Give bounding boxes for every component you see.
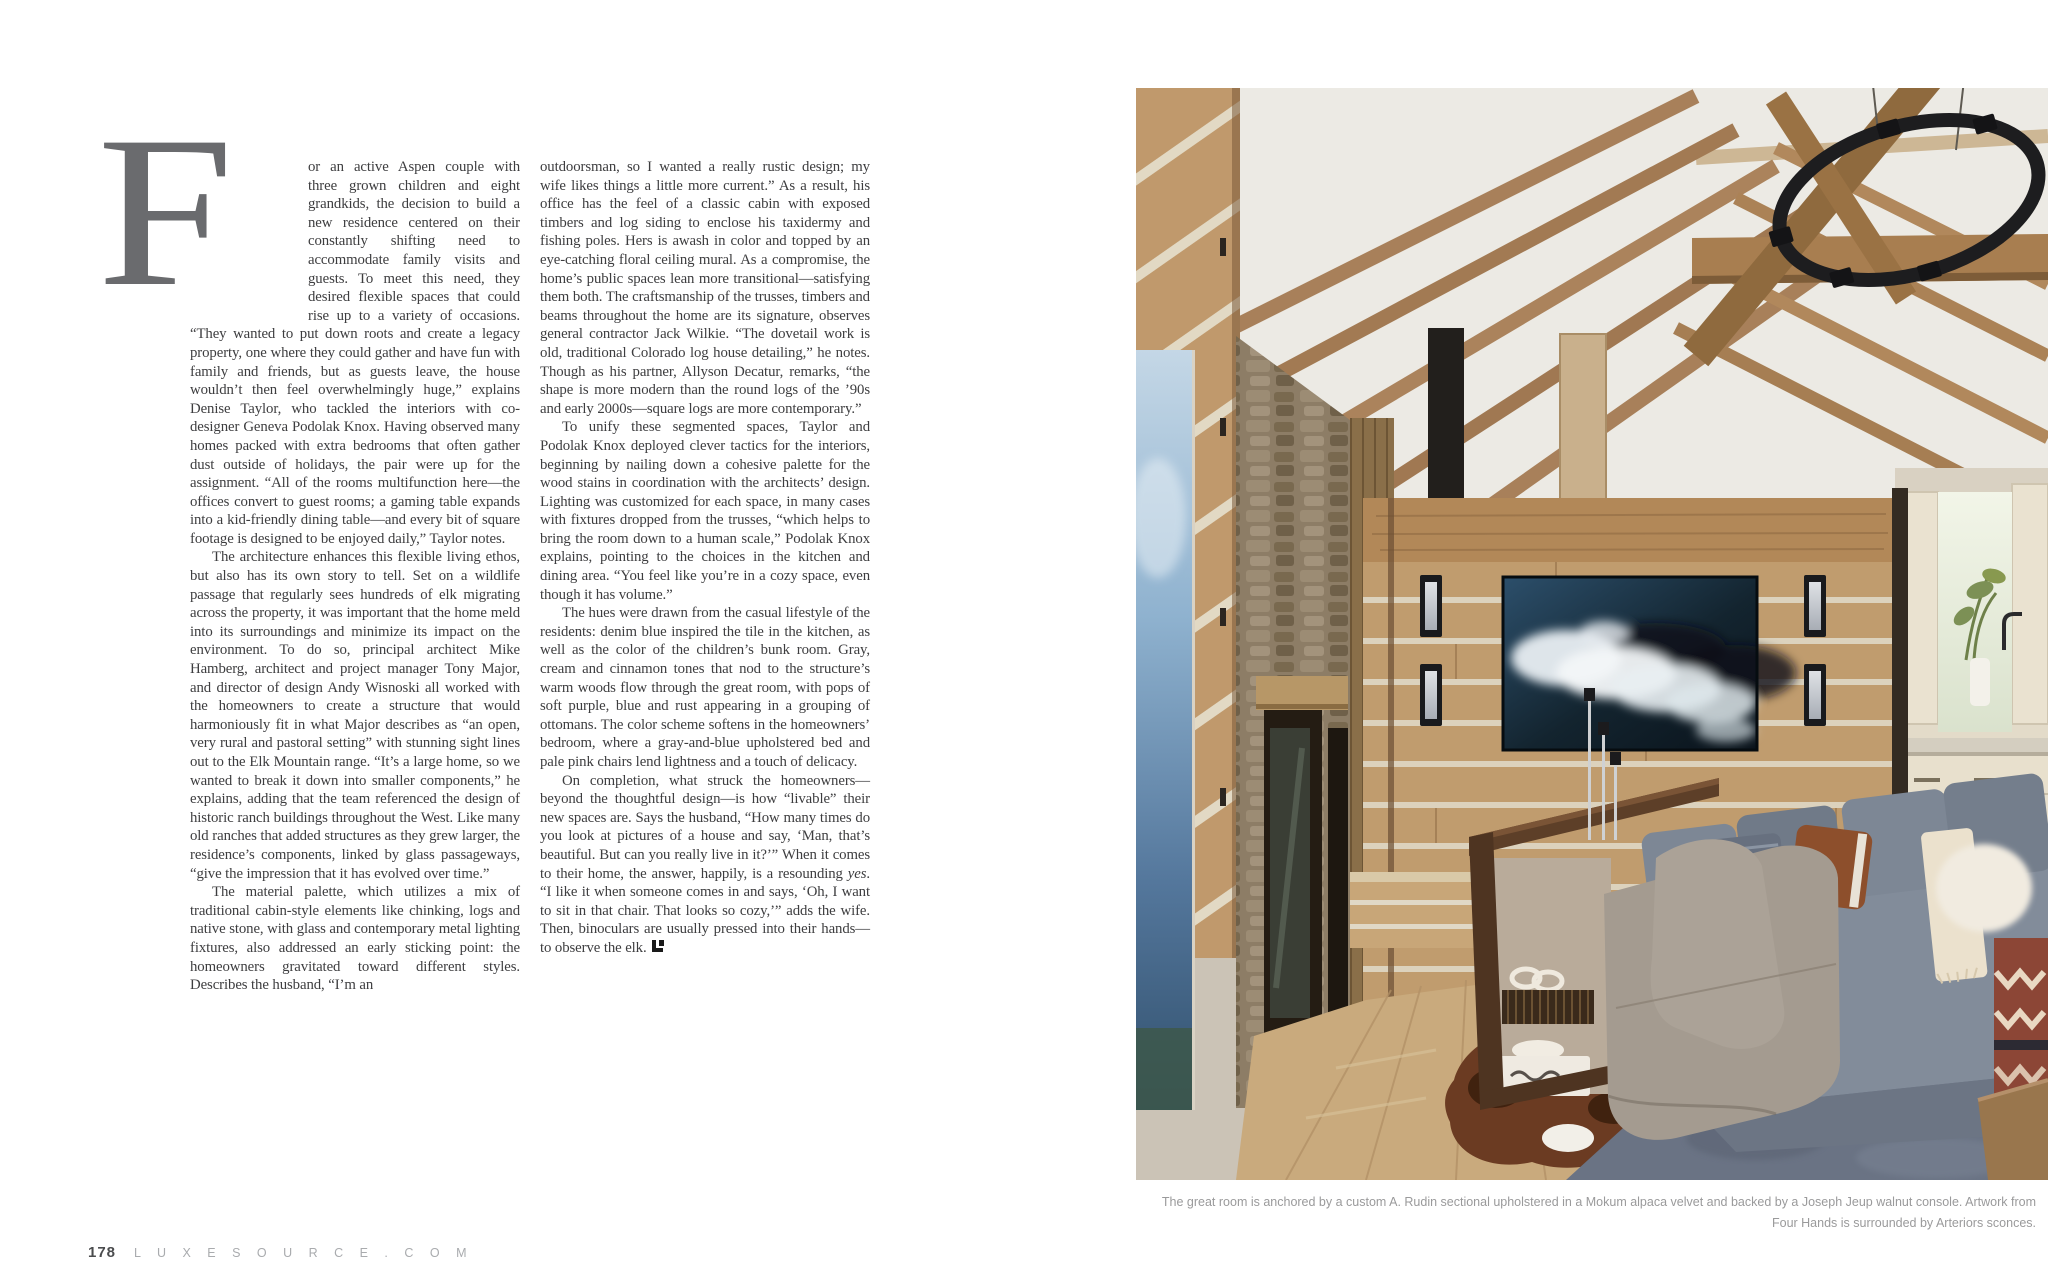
closing-text: On completion, what struck the homeowners—beyond the thoughtful design—is how “livable” their new spaces are. Says the husband, “How many times do you look at pictures of a house and say, ‘Man, that’s beautiful. But can you really live in it?’” When it comes to their home, the answer, happily, is a resounding	[540, 772, 870, 882]
fur-pillow	[1936, 844, 2032, 932]
paragraph: To unify these segmented spaces, Taylor and Podolak Knox deployed clever tactics for the interiors, beginning by nailing down a cohesive palette for the wood stains in coordination with the architects’ design. Lighting was customized for each space, in many cases with fixtures dropped from the trusses, “which helps to bring the room down to a human scale,” Podolak Knox explains, pointing to the choices in the kitchen and dining area. “You feel like you’re in a cozy space, even though it has volume.”	[540, 419, 870, 603]
luxe-end-mark-icon	[652, 940, 663, 952]
paragraph: The hues were drawn from the casual lifestyle of the residents: denim blue inspired the tile in the kitchen, as well as the color of the children’s bunk room. Gray, cream and cinnamon tones that nod to the structure’s warm woods flow through the great room, with pops of soft purple, blue and rust appearing in a grouping of ottomans. The color scheme softens in the homeowners’ bedroom, where a gray-and-blue upholstered bed and pale pink chairs lend lightness and a touch of delicacy.	[540, 605, 870, 770]
drop-cap: F	[97, 92, 234, 331]
stove-pipe	[1428, 328, 1464, 502]
side-table	[1978, 1080, 2048, 1180]
great-room-photo	[1136, 88, 2048, 1180]
wall-sconce	[1420, 575, 1442, 637]
wall-sconce	[1804, 664, 1826, 726]
paragraph: The material palette, which utilizes a mix of traditional cabin-style elements like chinking, logs and native stone, with glass and contemporary metal lighting fixtures, also addressed an early sticking point: the homeowners gravitated toward different styles. Describes the husband, “I’m an	[190, 884, 520, 994]
article-column-2	[540, 158, 870, 958]
footer-site: L U X E S O U R C E . C O M	[134, 1246, 473, 1260]
paragraph-closing	[540, 772, 870, 958]
article-column-1	[190, 158, 520, 995]
paragraph-text: or an active Aspen couple with three grown children and eight grandkids, the decision to build a new residence centered on their constantly shifting need to accommodate family visits and guests. To meet this need, they desired flexible spaces that could rise up to a variety of occasions. “They wanted to put down roots and create a legacy property, one where they could gather and have fun with family and friends, but as guests leave, the house wouldn’t then feel overwhelmingly huge,” explains Denise Taylor, who tackled the interiors with co-designer Geneva Podolak Knox. Having observed many homes packed with extra bedrooms that often gather dust outside of holidays, the pair were up for the assignment. “All of the rooms multifunction here—the offices convert to guest rooms; a gaming table expands into a kid-friendly dining table—and every bit of square footage is designed to be enjoyed daily,” Taylor notes.	[190, 159, 520, 547]
paragraph: The architecture enhances this flexible living ethos, but also has its own story to tell. Set on a wildlife passage that regularly sees hundreds of elk migrating across the property, it was important that the home meld into its surroundings and minimize its impact on the environment. To do so, principal architect Mike Hamberg, architect and project manager Tony Major, and director of design Andy Wisnoski all worked with the homeowners to create a structure that would harmoniously fit in what Major describes as “an open, very rural and pastoral setting” with stunning sight lines out to the Elk Mountain range. “It’s a large home, so we wanted to break it down into smaller components,” he explains, adding that the team referenced the design of historic ranch buildings throughout the West. Like many old ranches that added structures as they grew larger, the residence’s components, linked by glass passageways, “give the impression that it has evolved over time.”	[190, 549, 520, 882]
footer-page-number: 178	[88, 1244, 117, 1261]
closing-text-2: . “I like it when someone comes in and says, ‘Oh, I want to sit in that chair. That looks so cozy,’” adds the wife. Then, binoculars are usually pressed into their hands—to observe the elk.	[540, 865, 870, 956]
paragraph: outdoorsman, so I wanted a really rustic design; my wife likes things a little more current.” As a result, his office has the feel of a classic cabin with exposed timbers and log siding to enclose his taxidermy and fishing poles. Hers is awash in color and topped by an eye-catching floral ceiling mural. As a compromise, the home’s public spaces lean more transitional—satisfying them both. The craftsmanship of the trusses, timbers and beams throughout the home are its signature, observes general contractor Jack Wilkie. “The dovetail work is old, traditional Colorado log house detailing,” he notes. Though as his partner, Allyson Decatur, remarks, “the shape is more modern than the round logs of the ’90s and early 2000s—square logs are more contemporary.”	[540, 159, 870, 417]
footer	[88, 1244, 473, 1261]
patterned-ottoman	[1994, 938, 2048, 1098]
closing-italic: yes	[847, 865, 867, 882]
stone-wall	[1236, 336, 1350, 1108]
wall-sconce	[1420, 664, 1442, 726]
drop-cap-spacer	[190, 158, 308, 308]
photo-caption: The great room is anchored by a custom A. Rudin sectional upholstered in a Mokum alpaca velvet and backed by a Joseph Jeup walnut console. Artwork from Four Hands is surrounded by Arteriors sconces.	[1161, 1195, 2036, 1230]
tv-artwork	[1503, 577, 1796, 750]
paragraph	[190, 158, 520, 548]
wall-sconce	[1804, 575, 1826, 637]
blue-painting	[1136, 350, 1195, 1110]
